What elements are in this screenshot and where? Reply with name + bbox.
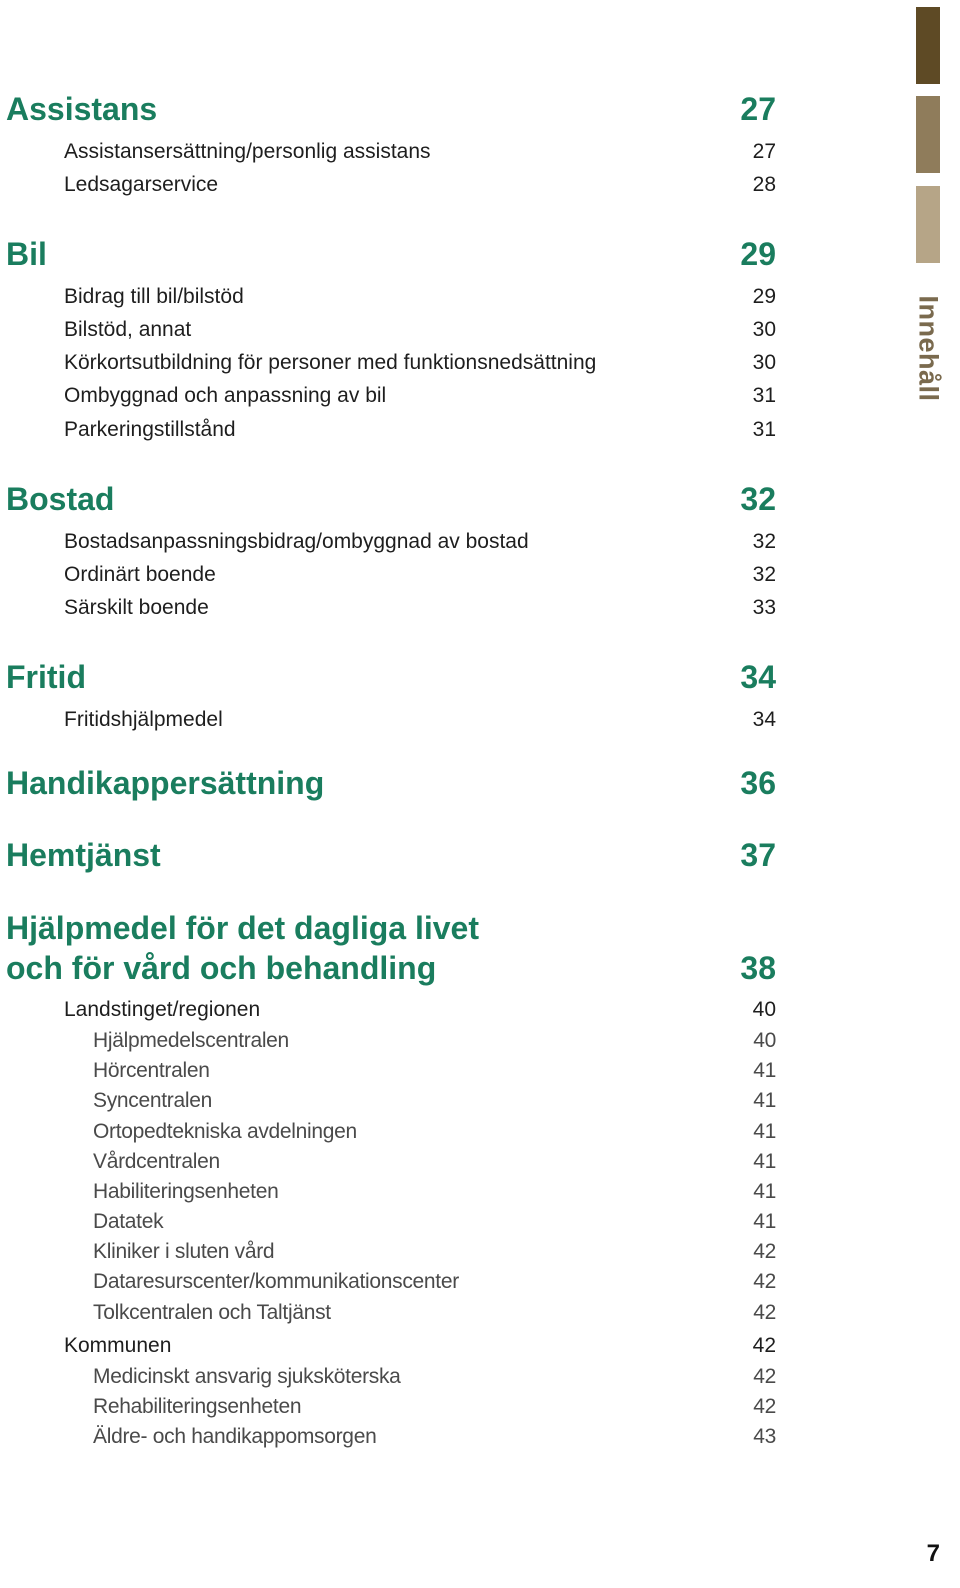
toc-entry[interactable] [64,706,776,734]
entry-page: 32 [752,530,776,553]
toc-entry[interactable] [64,283,776,311]
section-assistans[interactable] [6,89,776,129]
entry-page: 41 [753,1120,776,1143]
entry-page: 30 [752,351,776,374]
toc-subentry[interactable] [93,1393,776,1421]
entry-page: 40 [753,1029,776,1052]
toc-entry[interactable] [64,349,776,377]
page-number: 7 [926,1540,940,1567]
toc-entry[interactable] [64,138,776,166]
section-title-line2: och för vård och behandling [6,950,437,986]
entry-page: 42 [753,1240,776,1263]
entry-label: Habiliteringsenheten [93,1180,279,1203]
entry-page: 34 [752,708,776,731]
section-page: 29 [740,236,776,272]
entry-label: Datatek [93,1210,164,1233]
toc-entry[interactable] [64,561,776,589]
entry-label: Dataresurscenter/kommunikationscenter [93,1270,459,1293]
entry-page: 42 [753,1395,776,1418]
entry-page: 43 [753,1425,776,1448]
entry-label: Körkortsutbildning för personer med funktionsnedsättning [64,351,597,374]
section-page: 32 [740,481,776,517]
entry-label: Tolkcentralen och Taltjänst [93,1301,331,1324]
entry-label: Ledsagarservice [64,173,219,196]
toc-entry-kommunen[interactable] [64,1332,776,1360]
entry-label: Kommunen [64,1334,172,1357]
entry-label: Ortopedtekniska avdelningen [93,1120,357,1143]
entry-page: 42 [753,1301,776,1324]
toc-entry[interactable] [64,528,776,556]
side-label-text: Innehåll [913,294,944,402]
toc-subentry[interactable] [93,1178,776,1206]
section-hjalpmedel[interactable] [6,908,776,988]
entry-page: 41 [753,1150,776,1173]
entry-page: 41 [753,1180,776,1203]
entry-label: Ombyggnad och anpassning av bil [64,384,387,407]
entry-page: 42 [752,1334,776,1357]
entry-page: 42 [753,1270,776,1293]
entry-label: Parkeringstillstånd [64,418,236,441]
section-title: Bostad [6,481,115,517]
entry-page: 31 [752,418,776,441]
toc-entry[interactable] [64,416,776,444]
entry-page: 28 [752,173,776,196]
section-title: Fritid [6,659,86,695]
section-fritid[interactable] [6,657,776,697]
entry-label: Bostadsanpassningsbidrag/ombyggnad av bostad [64,530,529,553]
toc-subentry[interactable] [93,1148,776,1176]
entry-label: Rehabiliteringsenheten [93,1395,302,1418]
section-title-line1: Hjälpmedel för det dagliga livet [6,910,479,946]
entry-page: 32 [752,563,776,586]
section-bostad[interactable] [6,479,776,519]
section-title [6,908,479,988]
entry-page: 41 [753,1089,776,1112]
toc-subentry[interactable] [93,1363,776,1391]
entry-page: 40 [752,998,776,1021]
toc-entry[interactable] [64,171,776,199]
toc-subentry[interactable] [93,1057,776,1085]
section-title: Assistans [6,91,158,127]
entry-label: Medicinskt ansvarig sjuksköterska [93,1365,401,1388]
toc-subentry[interactable] [93,1118,776,1146]
section-hemtjanst[interactable] [6,835,776,875]
entry-label: Fritidshjälpmedel [64,708,223,731]
section-page: 37 [740,837,776,873]
section-handikappersattning[interactable] [6,763,776,803]
toc-subentry[interactable] [93,1027,776,1055]
toc-subentry[interactable] [93,1087,776,1115]
section-page: 36 [740,765,776,801]
toc-entry[interactable] [64,594,776,622]
section-title: Handikappersättning [6,765,325,801]
entry-page: 29 [752,285,776,308]
toc-entry[interactable] [64,316,776,344]
entry-page: 42 [753,1365,776,1388]
section-page: 38 [740,950,776,986]
entry-label: Assistansersättning/personlig assistans [64,140,431,163]
entry-label: Hörcentralen [93,1059,210,1082]
entry-page: 31 [752,384,776,407]
section-page: 27 [740,91,776,127]
toc-subentry[interactable] [93,1423,776,1451]
entry-label: Bilstöd, annat [64,318,192,341]
entry-label: Bidrag till bil/bilstöd [64,285,244,308]
entry-page: 41 [753,1210,776,1233]
entry-page: 30 [752,318,776,341]
section-page: 34 [740,659,776,695]
entry-label: Ordinärt boende [64,563,216,586]
toc-entry-landstinget[interactable] [64,996,776,1024]
entry-page: 27 [752,140,776,163]
entry-label: Kliniker i sluten vård [93,1240,275,1263]
entry-page: 41 [753,1059,776,1082]
entry-page: 33 [752,596,776,619]
section-title: Bil [6,236,47,272]
section-title: Hemtjänst [6,837,161,873]
toc-entry[interactable] [64,382,776,410]
toc-subentry[interactable] [93,1299,776,1327]
entry-label: Vårdcentralen [93,1150,220,1173]
toc-subentry[interactable] [93,1208,776,1236]
entry-label: Äldre- och handikappomsorgen [93,1425,377,1448]
toc-subentry[interactable] [93,1268,776,1296]
entry-label: Landstinget/regionen [64,998,261,1021]
section-bil[interactable] [6,234,776,274]
entry-label: Syncentralen [93,1089,212,1112]
entry-label: Särskilt boende [64,596,209,619]
entry-label: Hjälpmedelscentralen [93,1029,289,1052]
toc-subentry[interactable] [93,1238,776,1266]
